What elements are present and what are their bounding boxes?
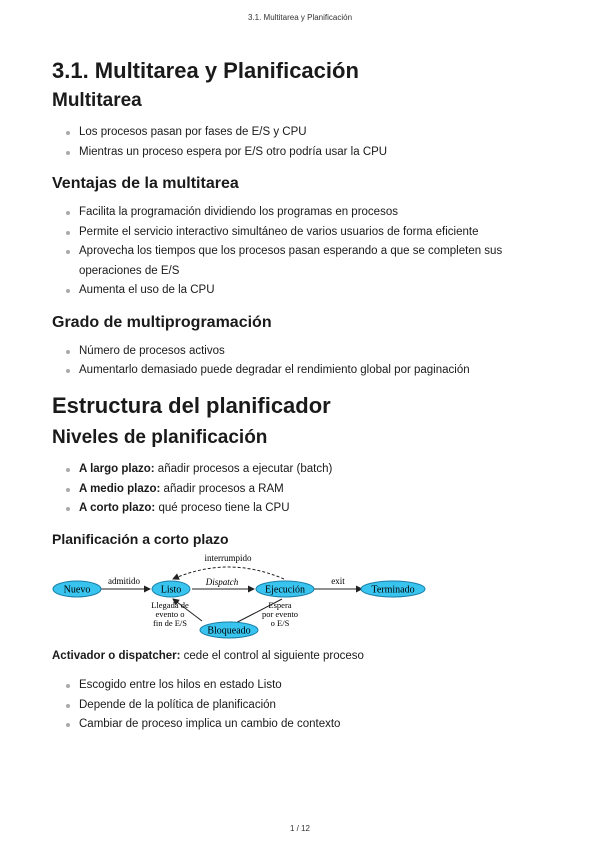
list-item: Número de procesos activos <box>79 342 552 362</box>
state-nuevo-label: Nuevo <box>63 584 91 596</box>
running-header: 3.1. Multitarea y Planificación <box>247 13 353 22</box>
term: Activador o dispatcher: <box>52 650 181 663</box>
list-item: Los procesos pasan por fases de E/S y CPU <box>79 123 552 143</box>
list-corto-plazo <box>52 676 552 735</box>
state-bloqueado-label: Bloqueado <box>207 625 251 637</box>
term: A largo plazo: <box>79 463 155 476</box>
label-exit: exit <box>331 576 345 587</box>
page-content <box>52 58 552 735</box>
heading-grado: Grado de multiprogramación <box>52 313 272 331</box>
label-llegada-2: evento o <box>155 609 185 620</box>
label-dispatch: Dispatch <box>205 577 239 588</box>
label-llegada-3: fin de E/S <box>153 618 187 629</box>
description: añadir procesos a ejecutar (batch) <box>154 463 333 476</box>
list-item: Escogido entre los hilos en estado Listo <box>79 676 552 696</box>
description: añadir procesos a RAM <box>160 482 284 495</box>
list-item: Mientras un proceso espera por E/S otro podría usar la CPU <box>79 143 552 163</box>
list-ventajas <box>52 203 552 301</box>
term: A medio plazo: <box>79 482 161 495</box>
description: cede el control al siguiente proceso <box>180 650 364 663</box>
list-item: Permite el servicio interactivo simultáneo de varios usuarios de forma eficiente <box>79 223 552 243</box>
heading-niveles: Niveles de planificación <box>52 427 268 449</box>
list-item <box>79 460 552 480</box>
list-item: Aumenta el uso de la CPU <box>79 281 552 301</box>
state-listo-label: Listo <box>160 584 182 596</box>
heading-ventajas: Ventajas de la multitarea <box>52 175 239 193</box>
label-admitido: admitido <box>108 576 140 587</box>
page-number: 1 / 12 <box>289 824 310 833</box>
activator-paragraph <box>52 648 552 664</box>
section-title-estructura: Estructura del planificador <box>52 392 331 418</box>
list-item <box>79 499 552 519</box>
list-item: Facilita la programación dividiendo los programas en procesos <box>79 203 552 223</box>
list-item: Aprovecha los tiempos que los procesos pasan esperando a que se completen sus operaciones de E/S <box>79 242 552 281</box>
process-state-diagram <box>52 551 552 643</box>
state-ejecucion-label: Ejecución <box>265 584 305 596</box>
state-terminado-label: Terminado <box>371 584 415 596</box>
list-item: Aumentarlo demasiado puede degradar el rendimiento global por paginación <box>79 361 552 381</box>
heading-multitarea: Multitarea <box>52 90 142 112</box>
label-interrumpido: interrumpido <box>204 553 252 564</box>
term: A corto plazo: <box>79 502 156 515</box>
description: qué proceso tiene la CPU <box>155 502 290 515</box>
list-multitarea <box>52 123 552 162</box>
page-title: 3.1. Multitarea y Planificación <box>52 58 359 83</box>
label-llegada-1: Llegada de <box>151 600 189 611</box>
list-grado <box>52 342 552 381</box>
label-espera-1: Espera <box>268 600 292 611</box>
list-item: Cambiar de proceso implica un cambio de contexto <box>79 715 552 735</box>
list-item <box>79 480 552 500</box>
label-espera-2: por evento <box>261 609 299 620</box>
label-espera-3: o E/S <box>270 618 290 629</box>
list-item: Depende de la política de planificación <box>79 696 552 716</box>
list-niveles <box>52 460 552 519</box>
heading-corto-plazo: Planificación a corto plazo <box>52 530 229 547</box>
